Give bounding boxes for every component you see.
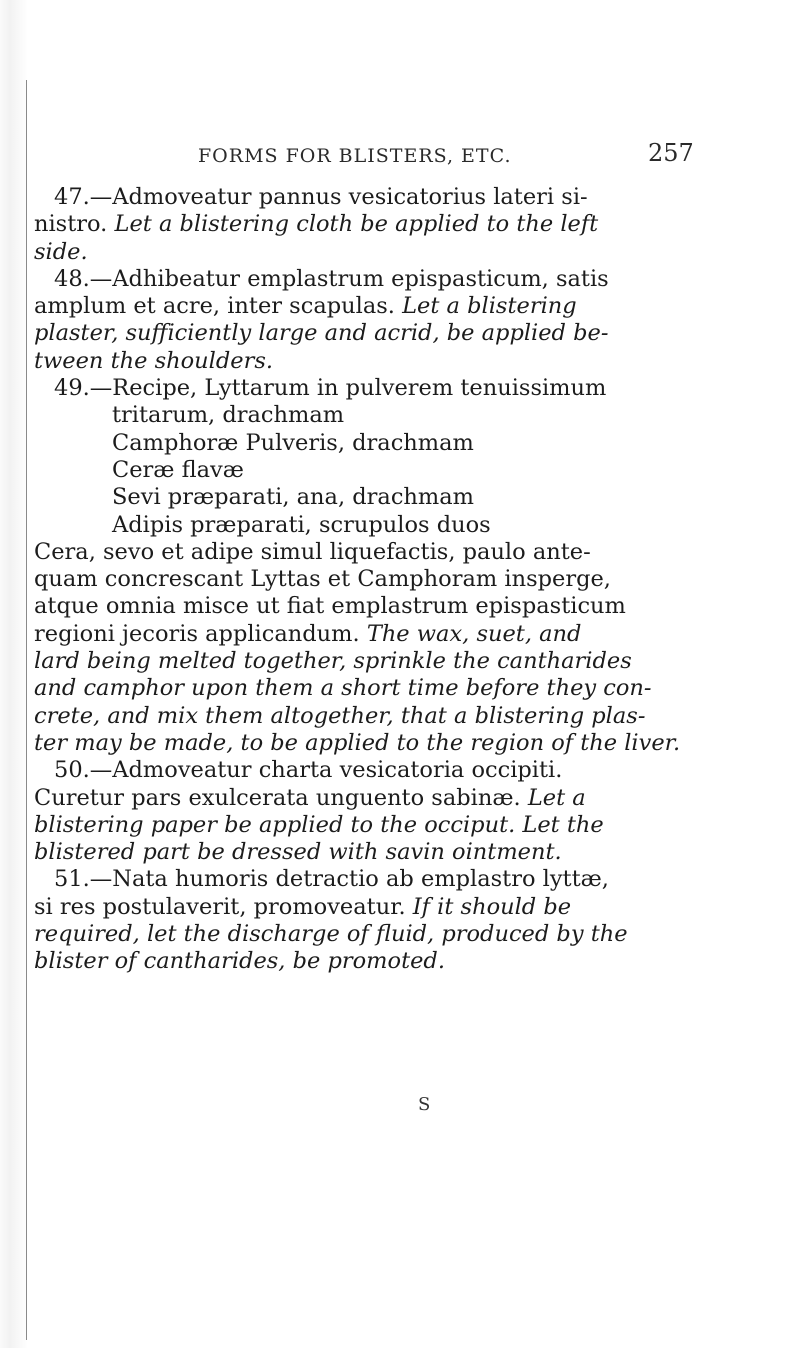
english-translation-text: blistered part be dressed with savin ointment. <box>34 839 562 866</box>
latin-text: regioni jecoris applicandum. <box>34 620 367 647</box>
english-translation-text: side. <box>34 238 88 265</box>
english-translation-text: If it should be <box>412 893 572 920</box>
latin-text: si res postulaverit, promoveatur. <box>34 893 413 920</box>
text-line <box>34 948 744 975</box>
english-translation-text: plaster, sufficiently large and acrid, be applied be- <box>34 320 609 347</box>
signature-mark: S <box>418 1094 431 1115</box>
text-line <box>34 430 744 457</box>
text-line <box>34 211 744 238</box>
latin-text: atque omnia misce ut fiat emplastrum epispasticum <box>34 593 626 620</box>
text-line <box>34 839 744 866</box>
latin-text: nistro. <box>34 211 115 238</box>
latin-text: Curetur pars exulcerata unguento sabinæ. <box>34 784 528 811</box>
text-line <box>34 402 744 429</box>
text-line <box>34 593 744 620</box>
latin-text: amplum et acre, inter scapulas. <box>34 293 403 320</box>
latin-text: Sevi præparati, ana, drachmam <box>112 484 474 511</box>
latin-text: quam concrescant Lyttas et Camphoram insperge, <box>34 566 611 593</box>
latin-text: tritarum, drachmam <box>112 402 345 429</box>
text-line <box>34 730 744 757</box>
binding-gutter <box>0 0 28 1348</box>
text-line <box>34 675 744 702</box>
page-body <box>34 184 744 976</box>
latin-text: 48.—Adhibeatur emplastrum epispasticum, satis <box>54 265 609 292</box>
text-line <box>34 757 744 784</box>
text-line <box>34 512 744 539</box>
latin-text: 51.—Nata humoris detractio ab emplastro lyttæ, <box>54 866 609 893</box>
page-number: 257 <box>648 139 694 167</box>
english-translation-text: ter may be made, to be applied to the region of the liver. <box>34 729 681 756</box>
text-line <box>34 648 744 675</box>
text-line <box>34 539 744 566</box>
page-header <box>0 139 800 175</box>
latin-text: Ceræ flavæ <box>112 456 244 483</box>
text-line <box>34 457 744 484</box>
latin-text: Adipis præparati, scrupulos duos <box>112 511 491 538</box>
text-line <box>34 921 744 948</box>
text-line <box>34 239 744 266</box>
latin-text: Cera, sevo et adipe simul liquefactis, paulo ante- <box>34 538 591 565</box>
text-line <box>34 894 744 921</box>
text-line <box>34 320 744 347</box>
text-line <box>34 266 744 293</box>
text-line <box>34 866 744 893</box>
english-translation-text: lard being melted together, sprinkle the cantharides <box>34 648 632 675</box>
text-line <box>34 703 744 730</box>
text-line <box>34 812 744 839</box>
english-translation-text: tween the shoulders. <box>34 347 274 374</box>
english-translation-text: and camphor upon them a short time before they con- <box>34 675 652 702</box>
text-line <box>34 566 744 593</box>
running-head: FORMS FOR BLISTERS, ETC. <box>198 145 512 167</box>
english-translation-text: required, let the discharge of fluid, produced by the <box>34 921 628 948</box>
latin-text: 50.—Admoveatur charta vesicatoria occipiti. <box>54 757 563 784</box>
latin-text: 47.—Admoveatur pannus vesicatorius lateri si- <box>54 184 588 210</box>
english-translation-text: blister of cantharides, be promoted. <box>34 948 445 975</box>
text-line <box>34 375 744 402</box>
english-translation-text: Let a <box>527 784 586 811</box>
text-line <box>34 484 744 511</box>
english-translation-text: Let a blistering cloth be applied to the left <box>114 211 599 238</box>
text-line <box>34 621 744 648</box>
english-translation-text: The wax, suet, and <box>366 620 582 647</box>
english-translation-text: crete, and mix them altogether, that a blistering plas- <box>34 702 646 729</box>
text-line <box>34 348 744 375</box>
latin-text: 49.—Recipe, Lyttarum in pulverem tenuissimum <box>54 375 607 402</box>
english-translation-text: blistering paper be applied to the occiput. Let the <box>34 811 604 838</box>
binding-edge-line <box>26 80 27 1340</box>
text-line <box>34 785 744 812</box>
english-translation-text: Let a blistering <box>402 293 577 320</box>
text-line <box>34 184 744 211</box>
text-line <box>34 293 744 320</box>
latin-text: Camphoræ Pulveris, drachmam <box>112 429 474 456</box>
